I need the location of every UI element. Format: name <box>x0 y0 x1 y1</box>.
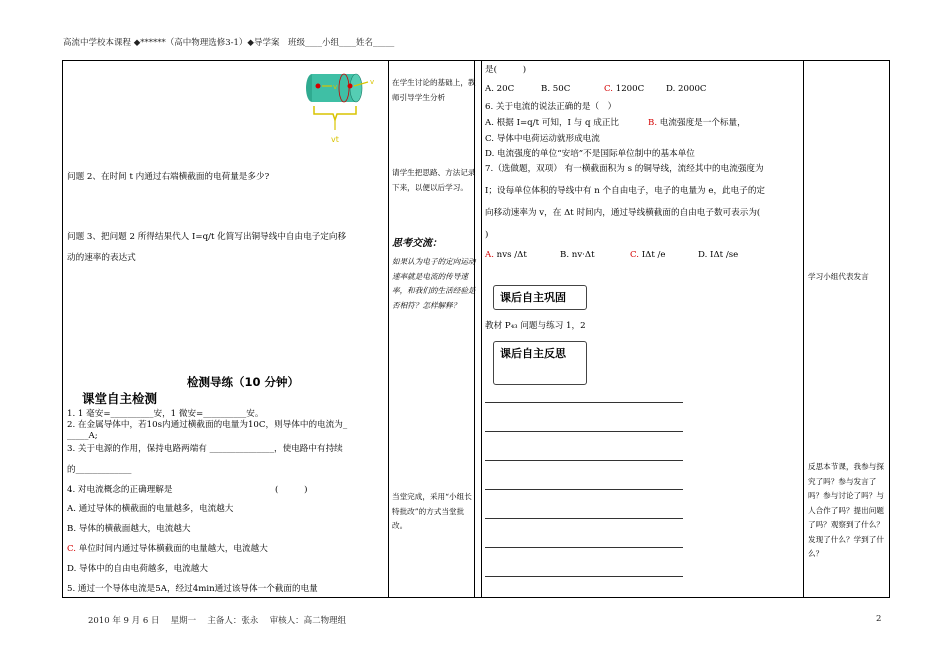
exercise-1: 1. 1 毫安=__________安，1 微安=__________安。 <box>67 409 264 419</box>
length-brace <box>314 106 356 120</box>
q7-option-c-letter: C. <box>630 250 640 260</box>
q5-option-d: D. 2000C <box>666 84 707 94</box>
wire-diagram <box>300 68 390 150</box>
frame-bottom <box>62 597 890 598</box>
write-line-7 <box>485 576 683 577</box>
exercise-2a: 2. 在金属导体中，若10s内通过横截面的电量为10C，则导体中的电流为_ <box>67 420 348 430</box>
q5-option-c-letter: C. <box>604 84 614 94</box>
cylinder-right-end <box>350 74 362 102</box>
electron-left <box>316 84 321 89</box>
textbook-reference: 教材 P₄₃ 问题与练习 1，2 <box>485 321 586 331</box>
option-4c-letter: C. <box>67 544 77 554</box>
question-7-line1: 7.（选做题，双项） 有一横截面积为 s 的铜导线，流经其中的电流强度为 <box>485 164 764 174</box>
q6-option-b-letter: B. <box>648 118 658 128</box>
box-self-consolidation-title: 课后自主巩固 <box>500 291 566 304</box>
think-exchange-title: 思考交流： <box>392 238 442 249</box>
write-line-5 <box>485 518 683 519</box>
question-7-line2: I；设每单位体积的导线中有 n 个自由电子，电子的电量为 e，此电子的定 <box>485 186 766 196</box>
question-6: 6. 关于电流的说法正确的是（ ） <box>485 102 617 112</box>
q7-option-d <box>698 249 738 261</box>
write-line-2 <box>485 431 683 432</box>
option-4a: A. 通过导体的横截面的电量越多，电流越大 <box>67 504 234 514</box>
frame-right <box>889 60 890 598</box>
reflection-note: 反思本节课，我参与探究了吗？参与发言了吗？参与讨论了吗？与人合作了吗？提出问题了吗？观察到了什么？发现了什么？学到了什么？ <box>808 462 884 558</box>
col-divider-4 <box>803 60 804 598</box>
frame-top <box>62 60 890 61</box>
q7-option-d-text: IΔt /se <box>707 250 739 260</box>
teacher-note-1: 在学生讨论的基础上，教师引导学生分析 <box>392 78 476 102</box>
q5-option-a: A. 20C <box>485 84 515 94</box>
exercise-3b: 的_____________ <box>67 465 132 475</box>
teacher-note-4: 当堂完成，采用“小组长特批改”的方式当堂批改。 <box>392 492 472 530</box>
q6-option-a: A. 根据 I=q/t 可知，I 与 q 成正比 <box>485 118 620 128</box>
write-line-6 <box>485 547 683 548</box>
write-line-3 <box>485 460 683 461</box>
exercise-3a: 3. 关于电源的作用，保持电路两端有 _______________，使电路中有持续 <box>67 444 343 454</box>
q6-option-b-text: 电流强度是一个标量， <box>657 118 746 128</box>
question-2: 问题 2、在时间 t 内通过右端横截面的电荷量是多少? <box>67 172 270 182</box>
option-4d: D. 导体中的自由电荷越多，电流越大 <box>67 564 208 574</box>
exercise-4: 4. 对电流概念的正确理解是 <box>67 485 173 495</box>
box-self-consolidation <box>493 285 587 310</box>
group-speaker-note: 学习小组代表发言 <box>808 272 869 281</box>
option-4c <box>67 543 268 555</box>
write-line-1 <box>485 402 683 403</box>
exercise-5: 5. 通过一个导体电流是5A，经过4min通过该导体一个截面的电量 <box>67 584 318 594</box>
section-title: 检测导练（10 分钟） <box>187 375 300 389</box>
label-vt: vt <box>331 135 339 144</box>
option-4b: B. 导体的横截面越大，电流越大 <box>67 524 191 534</box>
label-v-left: v <box>333 83 338 91</box>
page-number: 2 <box>876 614 882 624</box>
question-7-line4: ) <box>485 230 489 240</box>
label-v-right: v <box>370 78 375 86</box>
q5-continuation: 是( ) <box>485 65 527 75</box>
q7-option-c <box>630 249 666 261</box>
box-self-reflection <box>493 341 587 385</box>
q7-option-d-letter: D. <box>698 250 708 260</box>
exercise-2b: _____A; <box>67 431 98 441</box>
col-divider-3 <box>481 60 482 598</box>
q7-option-a <box>485 249 527 261</box>
electron-right <box>348 84 353 89</box>
subsection-title: 课堂自主检测 <box>82 391 158 406</box>
option-4c-text: 单位时间内通过导体横截面的电量越大，电流越大 <box>76 544 268 554</box>
q6-option-b <box>648 117 746 129</box>
q7-option-a-text: nvs /Δt <box>493 250 527 260</box>
page-footer: 2010 年 9 月 6 日 星期一 主备人：张永 审核人：高二物理组 <box>88 616 347 626</box>
box-self-reflection-title: 课后自主反思 <box>500 347 566 360</box>
q5-option-c <box>604 83 644 95</box>
q5-option-c-text: 1200C <box>613 84 645 94</box>
write-line-4 <box>485 489 683 490</box>
exercise-4-paren: ( ) <box>275 485 308 495</box>
question-3-line1: 问题 3、把问题 2 所得结果代人 I=q/t 化简写出铜导线中自由电子定向移 <box>67 232 347 242</box>
page-header: 高流中学校本课程 ◆******（高中物理选修3-1）◆导学案 班级____小组____姓名_____ <box>63 38 395 48</box>
teacher-note-3: 如果认为电子的定向运动速率就是电流的传导速率，和我们的生活经验是否相符？怎样解释？ <box>392 257 476 310</box>
question-7-line3: 向移动速率为 v，在 Δt 时间内，通过导线横截面的自由电子数可表示为( <box>485 208 761 218</box>
teacher-note-2: 请学生把思路、方法记录下来，以便以后学习。 <box>392 168 476 192</box>
q7-option-c-text: IΔt /e <box>639 250 666 260</box>
q6-option-c: C. 导体中电荷运动就形成电流 <box>485 134 600 144</box>
question-3-line2: 动的速率的表达式 <box>67 253 136 263</box>
frame-left <box>62 60 63 598</box>
q6-option-d: D. 电流强度的单位“安培”不是国际单位制中的基本单位 <box>485 149 695 159</box>
q7-option-a-letter: A. <box>485 250 494 260</box>
q7-option-b: B. nv·Δt <box>560 250 595 260</box>
q5-option-b: B. 50C <box>541 84 571 94</box>
